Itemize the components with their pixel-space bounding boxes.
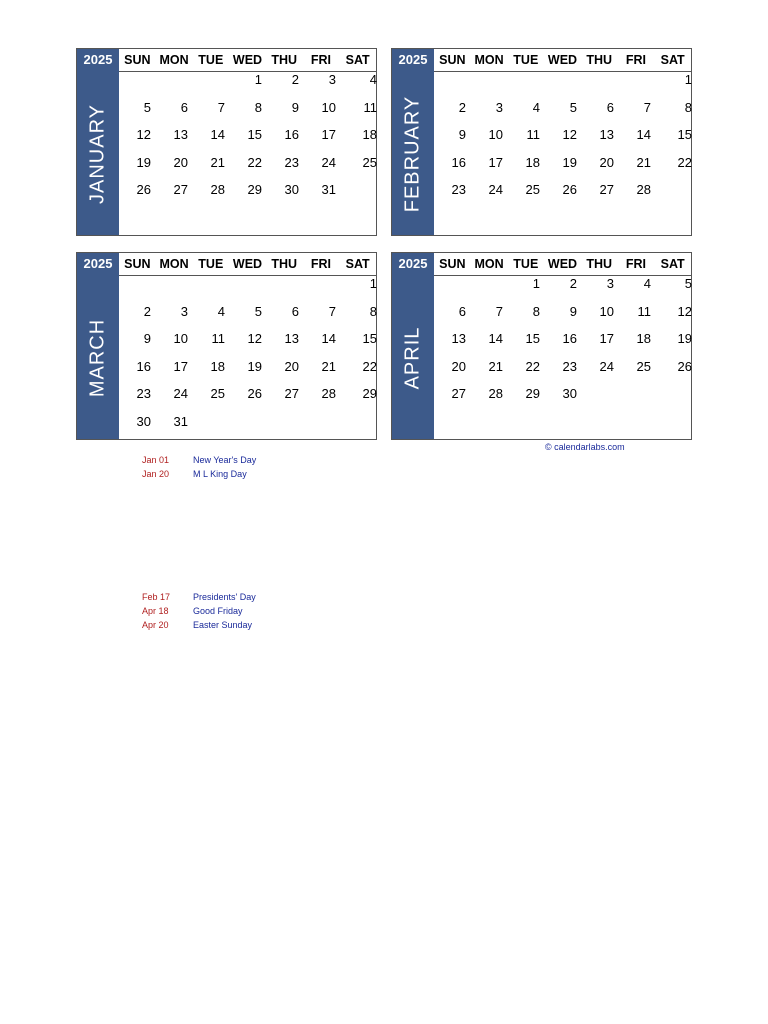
weekday-header-row	[434, 49, 691, 72]
day-cell: 25	[636, 358, 651, 374]
credit-text: © calendarlabs.com	[545, 442, 625, 452]
day-cell: 4	[217, 303, 225, 319]
day-cell: 26	[562, 182, 577, 197]
day-cell: 2	[458, 99, 466, 115]
day-cell: 29	[525, 386, 540, 401]
day-cell: 7	[495, 303, 503, 319]
month-calendar-february	[391, 48, 692, 236]
holiday-name: Presidents' Day	[193, 592, 256, 602]
day-cell: 23	[136, 386, 151, 401]
weekday-header: SUN	[124, 53, 151, 67]
day-cell: 15	[677, 127, 692, 142]
day-cell: 22	[677, 154, 692, 170]
day-cell: 26	[247, 386, 262, 401]
day-cell: 31	[173, 413, 188, 429]
day-cell: 9	[569, 303, 577, 319]
day-cell: 4	[369, 72, 377, 87]
day-cell: 21	[321, 358, 336, 374]
day-cell: 17	[321, 127, 336, 142]
day-cell: 14	[210, 127, 225, 142]
holiday-date: Apr 20	[142, 620, 169, 630]
day-cell: 23	[451, 182, 466, 197]
day-cell: 4	[532, 99, 540, 115]
day-cell: 16	[136, 358, 151, 374]
day-cell: 21	[488, 358, 503, 374]
day-cell: 21	[636, 154, 651, 170]
day-cell: 27	[451, 386, 466, 401]
weekday-header: FRI	[310, 257, 332, 271]
month-sidebar	[77, 253, 119, 439]
day-cell: 26	[677, 358, 692, 374]
day-grid	[119, 71, 376, 209]
day-cell: 11	[211, 331, 225, 346]
day-cell: 10	[173, 331, 188, 346]
day-cell: 18	[362, 127, 377, 142]
day-cell: 16	[562, 331, 577, 346]
weekday-header: FRI	[310, 53, 332, 67]
day-grid	[119, 275, 376, 440]
day-cell: 14	[636, 127, 651, 142]
holiday-name: M L King Day	[193, 469, 247, 479]
holiday-name: New Year's Day	[193, 455, 257, 465]
day-cell: 10	[599, 303, 614, 319]
day-cell: 14	[321, 331, 336, 346]
day-cell: 5	[143, 99, 151, 115]
day-cell: 23	[562, 358, 577, 374]
month-name: JANUARY	[86, 104, 109, 204]
day-cell: 27	[599, 182, 614, 197]
weekday-header: TUE	[198, 53, 224, 67]
empty-day-cell	[304, 275, 341, 303]
weekday-header: MON	[474, 53, 504, 67]
empty-day-cell	[471, 275, 508, 303]
day-cell: 2	[569, 276, 577, 291]
empty-day-cell	[267, 275, 304, 303]
day-cell: 11	[637, 303, 651, 319]
weekday-header: SAT	[345, 257, 370, 271]
day-cell: 13	[599, 127, 614, 142]
day-cell: 22	[247, 154, 262, 170]
day-cell: 30	[136, 413, 151, 429]
weekday-header: WED	[232, 53, 263, 67]
empty-day-cell	[582, 71, 619, 99]
day-cell: 11	[363, 99, 377, 115]
day-cell: 8	[369, 303, 377, 319]
weekday-header-row	[119, 253, 376, 276]
day-cell: 25	[210, 386, 225, 401]
weekday-header: SUN	[124, 257, 151, 271]
empty-day-cell	[434, 275, 471, 303]
weekday-header: SUN	[439, 257, 466, 271]
day-cell: 29	[247, 182, 262, 197]
day-grid	[434, 71, 691, 209]
weekday-header: FRI	[625, 257, 647, 271]
empty-day-cell	[230, 275, 267, 303]
day-cell: 5	[254, 303, 262, 319]
day-cell: 3	[180, 303, 188, 319]
day-cell: 6	[291, 303, 299, 319]
day-cell: 17	[488, 154, 503, 170]
day-cell: 31	[321, 182, 336, 197]
day-cell: 28	[210, 182, 225, 197]
day-cell: 8	[254, 99, 262, 115]
empty-day-cell	[119, 275, 156, 303]
day-cell: 18	[636, 331, 651, 346]
empty-day-cell	[119, 71, 156, 99]
weekday-header: FRI	[625, 53, 647, 67]
day-cell: 12	[247, 331, 262, 346]
day-cell: 30	[562, 386, 577, 401]
month-name: APRIL	[401, 326, 424, 390]
day-cell: 26	[136, 182, 151, 197]
day-cell: 3	[606, 276, 614, 291]
weekday-header: SAT	[660, 257, 685, 271]
empty-day-cell	[156, 71, 193, 99]
day-cell: 19	[136, 154, 151, 170]
weekday-header: THU	[586, 257, 613, 271]
weekday-header: SAT	[345, 53, 370, 67]
day-grid	[434, 275, 691, 413]
day-cell: 7	[217, 99, 225, 115]
holiday-name: Good Friday	[193, 606, 243, 616]
day-cell: 1	[684, 72, 692, 87]
empty-day-cell	[471, 71, 508, 99]
weekday-header: TUE	[198, 257, 224, 271]
day-cell: 21	[210, 154, 225, 170]
day-cell: 29	[362, 386, 377, 401]
day-cell: 28	[488, 386, 503, 401]
day-cell: 19	[247, 358, 262, 374]
empty-day-cell	[545, 71, 582, 99]
weekday-header: THU	[271, 257, 298, 271]
year-label: 2025	[83, 52, 113, 67]
day-cell: 1	[532, 276, 540, 291]
day-cell: 12	[562, 127, 577, 142]
day-cell: 13	[451, 331, 466, 346]
empty-day-cell	[434, 71, 471, 99]
day-cell: 15	[247, 127, 262, 142]
month-calendar-january	[76, 48, 377, 236]
empty-day-cell	[156, 275, 193, 303]
day-cell: 10	[321, 99, 336, 115]
weekday-header: SAT	[660, 53, 685, 67]
day-cell: 30	[284, 182, 299, 197]
holiday-date: Apr 18	[142, 606, 169, 616]
empty-day-cell	[193, 275, 230, 303]
day-cell: 3	[328, 72, 336, 87]
empty-day-cell	[508, 71, 545, 99]
day-cell: 28	[321, 386, 336, 401]
day-cell: 24	[488, 182, 503, 197]
day-cell: 25	[362, 154, 377, 170]
day-cell: 1	[369, 276, 377, 291]
month-name: FEBRUARY	[401, 95, 424, 213]
day-cell: 15	[525, 331, 540, 346]
empty-day-cell	[619, 71, 656, 99]
day-cell: 24	[599, 358, 614, 374]
day-cell: 18	[525, 154, 540, 170]
weekday-header: TUE	[513, 257, 539, 271]
day-cell: 5	[684, 276, 692, 291]
month-sidebar	[77, 49, 119, 235]
weekday-header: MON	[159, 257, 189, 271]
day-cell: 20	[173, 154, 188, 170]
weekday-header: MON	[474, 257, 504, 271]
day-cell: 8	[684, 99, 692, 115]
day-cell: 2	[291, 72, 299, 87]
day-cell: 22	[362, 358, 377, 374]
weekday-header: THU	[271, 53, 298, 67]
month-name: MARCH	[86, 318, 109, 398]
day-cell: 16	[284, 127, 299, 142]
weekday-header-row	[434, 253, 691, 276]
day-cell: 2	[143, 303, 151, 319]
empty-day-cell	[193, 71, 230, 99]
month-calendar-april	[391, 252, 692, 440]
day-cell: 9	[143, 331, 151, 346]
day-cell: 23	[284, 154, 299, 170]
day-cell: 13	[284, 331, 299, 346]
day-cell: 16	[451, 154, 466, 170]
day-cell: 27	[173, 182, 188, 197]
weekday-header: SUN	[439, 53, 466, 67]
day-cell: 20	[599, 154, 614, 170]
day-cell: 6	[180, 99, 188, 115]
month-calendar-march	[76, 252, 377, 440]
day-cell: 24	[321, 154, 336, 170]
day-cell: 17	[173, 358, 188, 374]
day-cell: 11	[526, 127, 540, 142]
holiday-date: Feb 17	[142, 592, 171, 602]
day-cell: 25	[525, 182, 540, 197]
holiday-date: Jan 20	[142, 469, 170, 479]
weekday-header: WED	[232, 257, 263, 271]
day-cell: 5	[569, 99, 577, 115]
day-cell: 20	[451, 358, 466, 374]
holiday-date: Jan 01	[142, 455, 170, 465]
day-cell: 6	[458, 303, 466, 319]
month-sidebar	[392, 253, 434, 439]
weekday-header: WED	[547, 53, 578, 67]
day-cell: 12	[136, 127, 151, 142]
day-cell: 7	[328, 303, 336, 319]
year-label: 2025	[83, 256, 113, 271]
day-cell: 9	[458, 127, 466, 142]
day-cell: 19	[562, 154, 577, 170]
day-cell: 9	[291, 99, 299, 115]
year-label: 2025	[398, 256, 428, 271]
day-cell: 28	[636, 182, 651, 197]
day-cell: 17	[599, 331, 614, 346]
day-cell: 15	[362, 331, 377, 346]
day-cell: 20	[284, 358, 299, 374]
month-sidebar	[392, 49, 434, 235]
day-cell: 19	[677, 331, 692, 346]
weekday-header-row	[119, 49, 376, 72]
day-cell: 10	[488, 127, 503, 142]
weekday-header: MON	[159, 53, 189, 67]
year-label: 2025	[398, 52, 428, 67]
day-cell: 6	[606, 99, 614, 115]
day-cell: 7	[643, 99, 651, 115]
day-cell: 8	[532, 303, 540, 319]
holiday-name: Easter Sunday	[193, 620, 253, 630]
weekday-header: WED	[547, 257, 578, 271]
day-cell: 4	[643, 276, 651, 291]
day-cell: 27	[284, 386, 299, 401]
day-cell: 3	[495, 99, 503, 115]
day-cell: 24	[173, 386, 188, 401]
day-cell: 13	[173, 127, 188, 142]
day-cell: 22	[525, 358, 540, 374]
day-cell: 14	[488, 331, 503, 346]
weekday-header: TUE	[513, 53, 539, 67]
day-cell: 18	[210, 358, 225, 374]
day-cell: 1	[254, 72, 262, 87]
day-cell: 12	[677, 303, 692, 319]
weekday-header: THU	[586, 53, 613, 67]
